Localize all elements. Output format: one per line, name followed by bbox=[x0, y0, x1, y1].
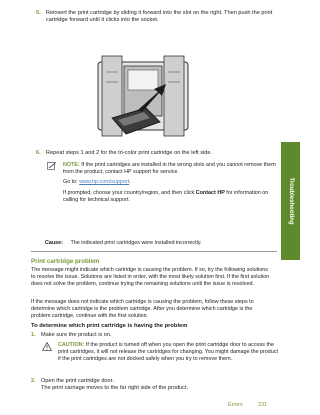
caution-label: CAUTION: bbox=[58, 342, 85, 348]
page-number: 231 bbox=[258, 402, 267, 408]
prompt-suffix: for information on calling for technical support. bbox=[63, 189, 269, 203]
section-para-2: If the message does not indicate which cartridge is causing the problem, follow these steps to determine which cartridge is the problem cartridge. After you determine which cartridge is the problem cartridge, continue with the first solution. bbox=[31, 299, 254, 320]
note-pencil-icon bbox=[47, 162, 57, 170]
note-label: NOTE: bbox=[63, 162, 80, 168]
note-text: If the print cartridges are installed in the wrong slots and you cannot remove them from the product, contact HP support for service. bbox=[63, 162, 276, 176]
procedure-heading: To determine which print cartridge is having the problem bbox=[31, 323, 188, 329]
step-text: Reinsert the print cartridge by sliding it forward into the slot on the right. Then push the print cartridge forward until it clicks into the socket. bbox=[46, 10, 273, 24]
cause-line bbox=[45, 240, 275, 247]
troubleshooting-side-tab bbox=[281, 142, 300, 260]
prompt-prefix: If prompted, choose your country/region, and then click bbox=[63, 189, 196, 196]
step-text: Make sure the product is on. bbox=[41, 332, 112, 338]
step-text: Repeat steps 1 and 2 for the tri-color print cartridge on the left side. bbox=[46, 150, 213, 156]
side-tab-label: Troubleshooting bbox=[287, 177, 294, 225]
note-main bbox=[63, 162, 277, 176]
step-number: 1. bbox=[31, 332, 36, 338]
divider bbox=[31, 251, 277, 252]
step-2-subtext: The print carriage moves to the far right side of the product. bbox=[41, 385, 189, 392]
step-number: 6. bbox=[36, 150, 41, 156]
cause-text: The indicated print cartridges were installed incorrectly. bbox=[70, 240, 202, 246]
contact-hp-label: Contact HP bbox=[195, 189, 225, 196]
step-2-text: Open the print cartridge door. bbox=[41, 378, 114, 384]
goto-suffix: . bbox=[129, 179, 131, 186]
note-goto bbox=[63, 179, 277, 186]
cause-label: Cause: bbox=[45, 240, 63, 246]
support-link[interactable]: www.hp.com/support bbox=[79, 179, 130, 186]
footer-section: Errors bbox=[228, 402, 243, 408]
note-prompt bbox=[63, 190, 277, 204]
step-number: 2. bbox=[31, 378, 36, 384]
goto-prefix: Go to: bbox=[63, 179, 80, 186]
cartridge-insertion-illustration bbox=[94, 52, 192, 144]
caution-triangle-icon bbox=[42, 342, 52, 351]
step-number: 5. bbox=[36, 10, 41, 16]
section-heading: Print cartridge problem bbox=[31, 258, 100, 265]
step-text bbox=[41, 378, 273, 393]
section-para-1: The message might indicate which cartridge is causing the problem. If so, try the following solutions to resolve the issue. Solutions are listed in order, with the most likely solution first. If the first solution does not solve the problem, continue trying the remaining solutions until the issue is resolved. bbox=[31, 267, 270, 288]
caution-text: If the product is turned off when you open the print cartridge door to access the print cartridges, it will not release the cartridges for changing. You might damage the product if the print cartridges are not docked safely when you try to remove them. bbox=[58, 342, 278, 363]
